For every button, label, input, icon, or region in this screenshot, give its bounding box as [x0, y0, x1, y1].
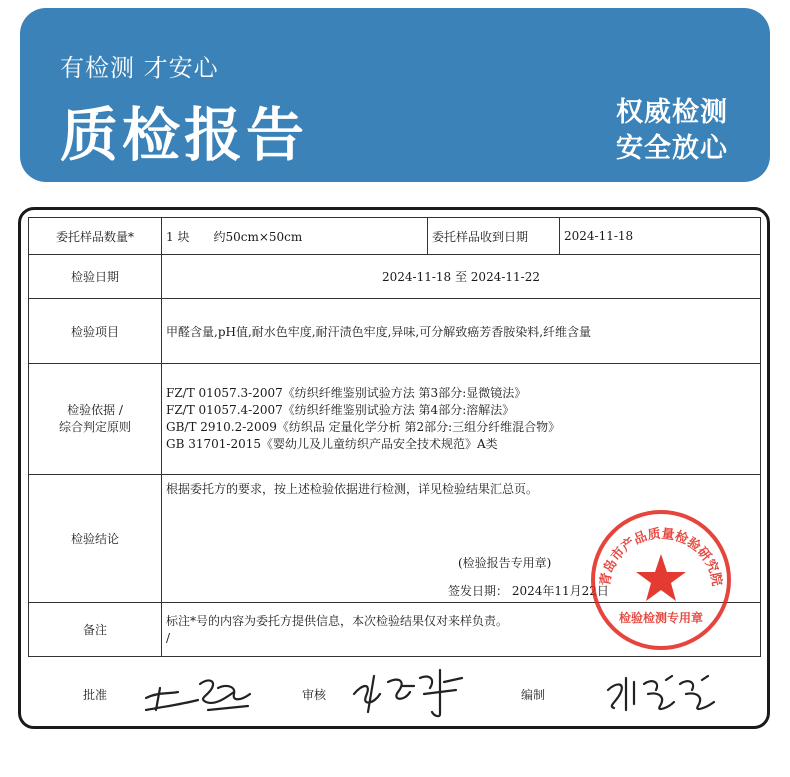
remarks-line: / — [166, 630, 171, 645]
received-date-value: 2024-11-18 — [560, 218, 761, 255]
approve-label: 批准 — [83, 688, 108, 702]
header-banner — [20, 8, 770, 182]
test-items-label: 检验项目 — [29, 299, 162, 364]
signature-row — [28, 662, 760, 722]
basis-standard: GB/T 2910.2-2009《纺织品 定量化学分析 第2部分:三组分纤维混合物》 — [166, 420, 561, 434]
row-test-date — [29, 255, 761, 299]
stamp-bottom-text: 检验检测专用章 — [618, 611, 704, 625]
remarks-line: 标注*号的内容为委托方提供信息，本次检验结果仅对来样负责。 — [166, 613, 509, 628]
basis-standard: FZ/T 01057.4-2007《纺织纤维鉴别试验方法 第4部分:溶解法》 — [166, 403, 515, 417]
banner-title: 质检报告 — [60, 101, 309, 169]
basis-value — [162, 364, 761, 475]
row-basis — [29, 364, 761, 475]
issue-date: 签发日期： 2024年11月22日 — [448, 583, 609, 598]
basis-standard: FZ/T 01057.3-2007《纺织纤维鉴别试验方法 第3部分:显微镜法》 — [166, 386, 527, 400]
reviewer-signature-image — [344, 664, 479, 720]
banner-tagline-safety: 安全放心 — [616, 133, 728, 164]
remarks-label: 备注 — [29, 603, 162, 657]
sample-qty-value: 1 块 约50cm×50cm — [162, 218, 428, 255]
received-date-label: 委托样品收到日期 — [428, 218, 560, 255]
basis-label-line-1: 检验依据 / — [67, 403, 123, 417]
approver-signature-image — [138, 670, 268, 716]
conclusion-text: 根据委托方的要求，按上述检验依据进行检测，详见检验结果汇总页。 — [166, 481, 539, 496]
banner-tagline-authority: 权威检测 — [616, 97, 728, 128]
official-stamp — [587, 506, 735, 654]
basis-label-line-2: 综合判定原则 — [58, 420, 131, 434]
stamp-arc-text: 青岛市产品质量检验研究院 — [597, 526, 725, 588]
banner-slogan: 有检测 才安心 — [60, 54, 219, 82]
review-label: 审核 — [302, 688, 327, 702]
test-date-label: 检验日期 — [29, 255, 162, 299]
basis-standard: GB 31701-2015《婴幼儿及儿童纺织产品安全技术规范》A类 — [166, 437, 498, 451]
conclusion-seal-note: (检验报告专用章) — [458, 555, 552, 570]
row-test-items — [29, 299, 761, 364]
test-date-value: 2024-11-18 至 2024-11-22 — [162, 255, 761, 299]
compiler-signature-image — [600, 668, 740, 716]
basis-label — [29, 364, 162, 475]
sample-qty-label: 委托样品数量* — [29, 218, 162, 255]
conclusion-label: 检验结论 — [29, 475, 162, 603]
row-sample-qty — [29, 218, 761, 255]
test-items-value: 甲醛含量,pH值,耐水色牢度,耐汗渍色牢度,异味,可分解致癌芳香胺染料,纤维含量 — [162, 299, 761, 364]
compile-label: 编制 — [521, 688, 546, 702]
star-icon — [636, 554, 686, 601]
inspection-report — [18, 207, 770, 729]
